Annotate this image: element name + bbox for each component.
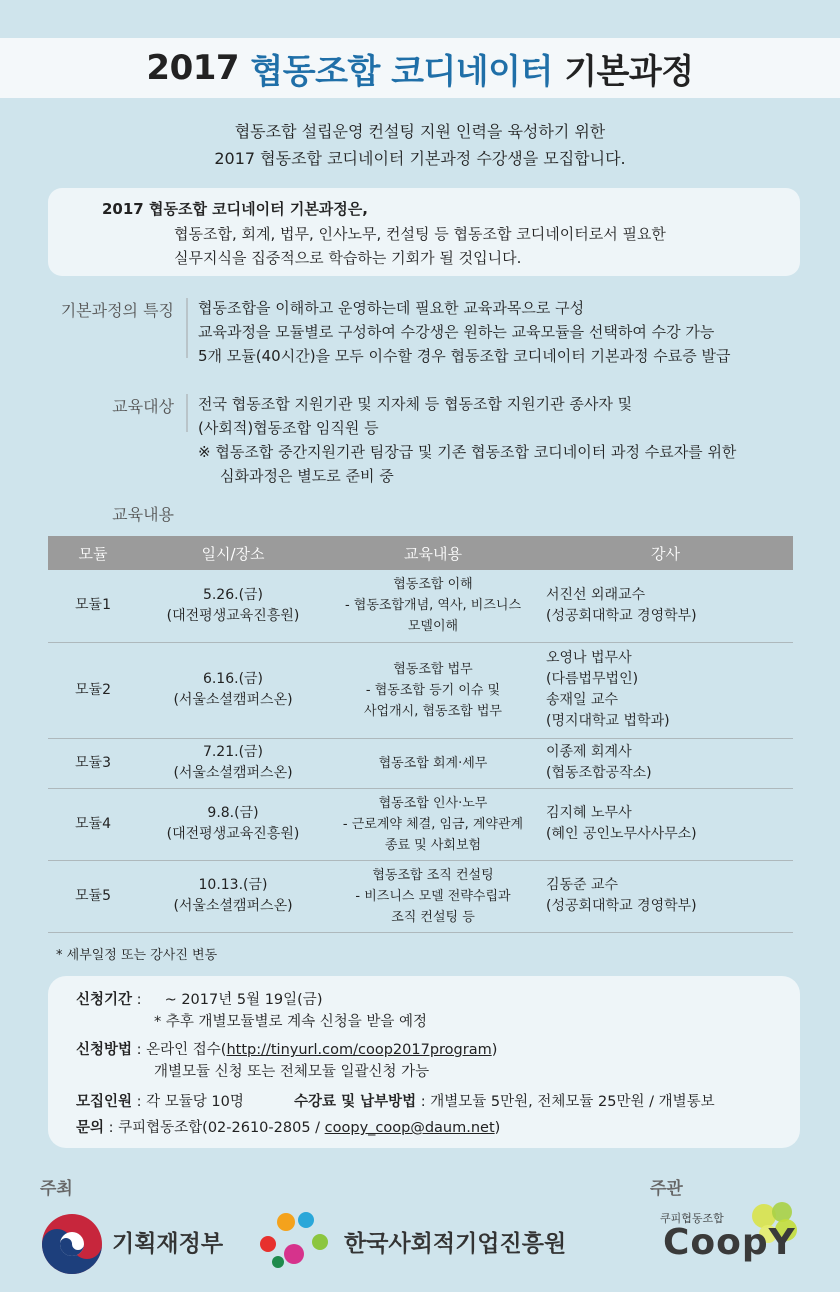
summary-line: 실무지식을 집중적으로 학습하는 기회가 될 것입니다. — [174, 249, 522, 267]
target-line: 심화과정은 별도로 준비 중 — [220, 467, 394, 485]
period-label: 신청기간 — [76, 992, 133, 1008]
schedule-note: * 세부일정 또는 강사진 변동 — [56, 948, 218, 963]
instructor-cell — [538, 788, 793, 860]
feature-line: 교육과정을 모듈별로 구성하여 수강생은 원하는 교육모듈을 선택하여 수강 가능 — [198, 323, 715, 341]
intro-line: 협동조합 설립운영 컨설팅 지원 인력을 육성하기 위한 — [234, 122, 606, 141]
content-cell — [328, 642, 538, 738]
header-instructor: 강사 — [538, 536, 793, 570]
instructor-line: 오영나 법무사 — [546, 650, 632, 666]
instructor-line: 서진선 외래교수 — [546, 586, 646, 603]
date: 9.8.(금) — [207, 805, 259, 821]
instructor-line: (혜인 공인노무사사무소) — [546, 826, 697, 842]
organizer-label: 주관 — [650, 1179, 683, 1199]
instructor-line: 송재일 교수 — [546, 692, 619, 708]
period-row: 신청기간 : ~ 2017년 5월 19일(금) — [76, 992, 323, 1008]
fee-row: 수강료 및 납부방법 : 개별모듈 5만원, 전체모듈 25만원 / 개별통보 — [294, 1094, 715, 1110]
host-label: 주최 — [40, 1179, 73, 1199]
summary-body — [174, 222, 666, 270]
content-cell — [328, 738, 538, 788]
method-label: 신청방법 — [76, 1042, 133, 1058]
content-cell — [328, 788, 538, 860]
instructor-cell — [538, 642, 793, 738]
content-line: - 비즈니스 모델 전략수립과 — [355, 888, 511, 904]
taegeuk-logo-icon — [40, 1212, 104, 1276]
application-info-box — [48, 976, 800, 1148]
content-label: 교육내용 — [112, 505, 174, 524]
summary-heading: 2017 협동조합 코디네이터 기본과정은, — [102, 200, 368, 218]
instructor-line: (성공회대학교 경영학부) — [546, 607, 697, 624]
target-label: 교육대상 — [112, 397, 174, 416]
social-enterprise-logo-icon — [256, 1206, 332, 1272]
course-table — [48, 536, 793, 933]
date: 5.26.(금) — [202, 586, 264, 603]
feature-line: 5개 모듈(40시간)을 모두 이수할 경우 협동조합 코디네이터 기본과정 수료증 발급 — [198, 347, 731, 365]
content-line: - 협동조합개념, 역사, 비즈니스 — [344, 598, 522, 614]
intro-line: 2017 협동조합 코디네이터 기본과정 수강생을 모집합니다. — [214, 149, 626, 168]
module-cell: 모듈5 — [48, 860, 138, 932]
top-band — [0, 0, 840, 38]
content-cell — [328, 570, 538, 642]
feature-line: 협동조합을 이해하고 운영하는데 필요한 교육과목으로 구성 — [198, 299, 585, 317]
intro-text — [0, 118, 840, 172]
title-rest: 기본과정 — [564, 51, 694, 92]
organizer-logo-text: CoopY — [663, 1222, 796, 1263]
content-line: 협동조합 이해 — [393, 577, 473, 593]
target-line: (사회적)협동조합 임직원 등 — [198, 419, 379, 437]
title-year: 2017 — [146, 48, 240, 88]
table-row — [48, 642, 793, 738]
table-row — [48, 860, 793, 932]
table-row — [48, 788, 793, 860]
page-title — [0, 38, 840, 98]
date-cell — [138, 738, 328, 788]
table-row — [48, 570, 793, 642]
content-line: 협동조합 회계·세무 — [378, 755, 488, 771]
content-line: 협동조합 인사·노무 — [378, 795, 488, 811]
method-row: 신청방법 : 온라인 접수(http://tinyurl.com/coop2017program) — [76, 1042, 498, 1058]
content-line: 조직 컨설팅 등 — [391, 909, 475, 925]
content-line: 사업개시, 협동조합 법무 — [364, 703, 502, 719]
instructor-line: 김동준 교수 — [546, 877, 619, 893]
module-cell: 모듈1 — [48, 570, 138, 642]
target-divider — [186, 394, 188, 432]
instructor-line: 이종제 회계사 — [546, 744, 632, 760]
capacity-label: 모집인원 — [76, 1094, 133, 1110]
date-cell — [138, 570, 328, 642]
instructor-cell — [538, 738, 793, 788]
features-body — [198, 296, 730, 368]
content-line: 모델이해 — [407, 619, 459, 635]
instructor-line: (다름법무법인) — [546, 671, 639, 687]
period-note: * 추후 개별모듈별로 계속 신청을 받을 예정 — [154, 1014, 428, 1030]
date: 7.21.(금) — [202, 744, 264, 760]
summary-line: 협동조합, 회계, 법무, 인사노무, 컨설팅 등 협동조합 코디네이터로서 필요한 — [174, 225, 666, 243]
capacity-row: 모집인원 : 각 모듈당 10명 — [76, 1094, 244, 1110]
content-line: 협동조합 조직 컨설팅 — [372, 867, 494, 883]
contact-suffix: ) — [494, 1120, 501, 1136]
content-line: 종료 및 사회보험 — [384, 837, 482, 853]
module-cell: 모듈4 — [48, 788, 138, 860]
target-body — [198, 392, 736, 488]
content-line: 협동조합 법무 — [393, 661, 473, 677]
capacity-value: 각 모듈당 10명 — [146, 1094, 244, 1110]
method-note: 개별모듈 신청 또는 전체모듈 일괄신청 가능 — [154, 1064, 430, 1080]
instructor-line: (협동조합공작소) — [546, 765, 652, 781]
organizer-small-name: 쿠피협동조합 — [660, 1212, 724, 1225]
header-date: 일시/장소 — [138, 536, 328, 570]
title-highlight: 협동조합 코디네이터 — [250, 51, 553, 92]
date-cell — [138, 860, 328, 932]
place: (대전평생교육진흥원) — [166, 826, 300, 842]
instructor-cell — [538, 570, 793, 642]
module-cell: 모듈2 — [48, 642, 138, 738]
application-link[interactable]: http://tinyurl.com/coop2017program — [226, 1042, 492, 1058]
date: 6.16.(금) — [202, 671, 264, 687]
table-header-row — [48, 536, 793, 570]
summary-box — [48, 188, 800, 276]
method-suffix: ) — [491, 1042, 498, 1058]
date-cell — [138, 788, 328, 860]
module-cell: 모듈3 — [48, 738, 138, 788]
features-label: 기본과정의 특징 — [60, 301, 174, 320]
header-module: 모듈 — [48, 536, 138, 570]
place: (서울소셜캠퍼스온) — [173, 898, 293, 914]
instructor-line: 김지혜 노무사 — [546, 805, 632, 821]
place: (서울소셜캠퍼스온) — [173, 692, 293, 708]
features-divider — [186, 298, 188, 358]
place: (서울소셜캠퍼스온) — [173, 765, 293, 781]
fee-label: 수강료 및 납부방법 — [294, 1094, 417, 1110]
table-row — [48, 738, 793, 788]
period-value: ~ 2017년 5월 19일(금) — [164, 992, 323, 1008]
header-content: 교육내용 — [328, 536, 538, 570]
contact-label: 문의 — [76, 1120, 105, 1136]
contact-email-link[interactable]: coopy_coop@daum.net — [324, 1120, 495, 1136]
instructor-line: (명지대학교 법학과) — [546, 713, 670, 729]
content-line: - 근로계약 체결, 임금, 계약관계 — [342, 816, 524, 832]
date: 10.13.(금) — [198, 877, 268, 893]
contact-value: 쿠피협동조합(02-2610-2805 / — [118, 1120, 325, 1136]
host1-name: 기획재정부 — [112, 1231, 224, 1257]
host2-name: 한국사회적기업진흥원 — [344, 1231, 567, 1257]
method-prefix: 온라인 접수( — [146, 1042, 227, 1058]
instructor-line: (성공회대학교 경영학부) — [546, 898, 697, 914]
date-cell — [138, 642, 328, 738]
content-line: - 협동조합 등기 이슈 및 — [365, 682, 501, 698]
place: (대전평생교육진흥원) — [166, 607, 300, 624]
target-line: ※ 협동조합 중간지원기관 팀장급 및 기존 협동조합 코디네이터 과정 수료자를 위한 — [198, 443, 737, 461]
instructor-cell — [538, 860, 793, 932]
contact-row: 문의 : 쿠피협동조합(02-2610-2805 / coopy_coop@daum.net) — [76, 1120, 501, 1136]
fee-value: 개별모듈 5만원, 전체모듈 25만원 / 개별통보 — [430, 1094, 715, 1110]
target-line: 전국 협동조합 지원기관 및 지자체 등 협동조합 지원기관 종사자 및 — [198, 395, 633, 413]
content-cell — [328, 860, 538, 932]
